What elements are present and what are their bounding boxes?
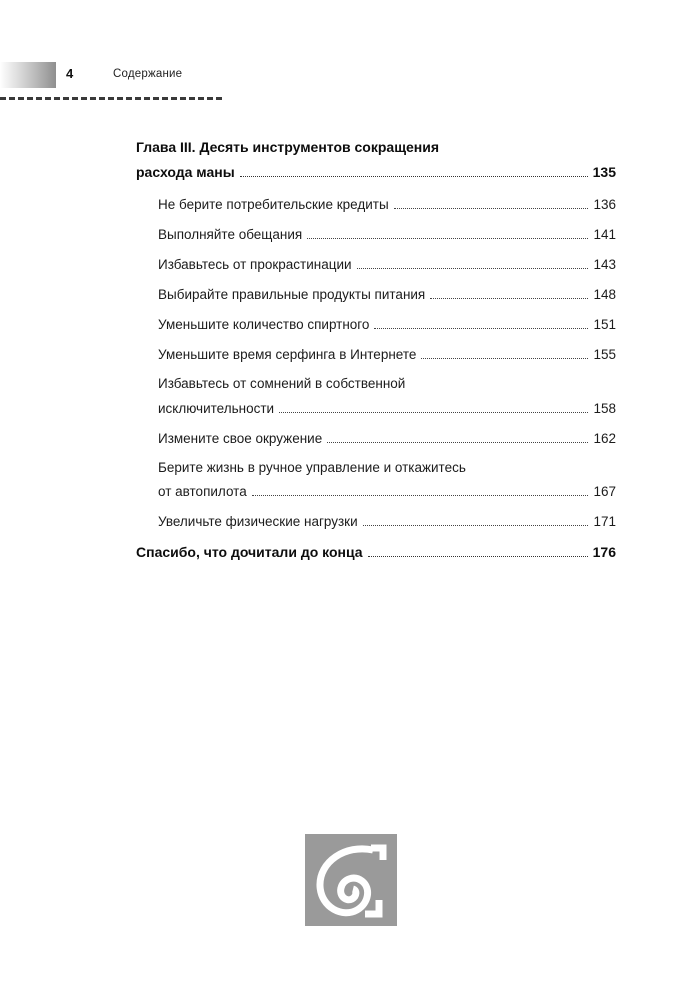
- toc-item-page: 136: [593, 197, 616, 212]
- toc-item-page: 162: [593, 430, 616, 446]
- toc-chapter-line2: расхода маны: [136, 164, 235, 180]
- toc-item-label-line2: от автопилота: [158, 484, 247, 499]
- leader-dots: [327, 441, 588, 443]
- toc-item[interactable]: [136, 257, 616, 273]
- toc-item-label-line2: исключительности: [158, 400, 275, 416]
- toc-item-page: 143: [593, 257, 616, 272]
- leader-dots: [307, 237, 588, 239]
- header-gradient-bar: [0, 62, 56, 88]
- toc-chapter-line1: Глава III. Десять инструментов сокращения: [136, 139, 440, 155]
- leader-dots: [252, 494, 589, 496]
- toc-item[interactable]: [136, 431, 616, 447]
- toc-item-label: Выполняйте обещания: [158, 227, 303, 242]
- toc-item[interactable]: [136, 347, 616, 363]
- toc-item[interactable]: [136, 197, 616, 213]
- toc-item[interactable]: [136, 514, 616, 530]
- scan-edge: [0, 0, 3, 1001]
- toc-item[interactable]: [136, 377, 616, 417]
- toc-item-label-line1: Избавьтесь от сомнений в собственной: [158, 376, 406, 391]
- leader-dots: [368, 555, 588, 557]
- toc-item[interactable]: [136, 461, 616, 501]
- leader-dots: [421, 357, 588, 359]
- toc-item-label: Измените свое окружение: [158, 430, 323, 446]
- page-header: [0, 62, 683, 102]
- toc-item-page: 141: [593, 227, 616, 242]
- leader-dots: [394, 207, 589, 209]
- toc-final-label: Спасибо, что дочитали до конца: [136, 544, 363, 560]
- toc-chapter-page: 135: [592, 164, 616, 180]
- leader-dots: [374, 327, 588, 329]
- toc-item-label: Не берите потребительские кредиты: [158, 197, 389, 212]
- leader-dots: [357, 267, 589, 269]
- header-title: Содержание: [113, 68, 183, 80]
- toc-item[interactable]: [136, 227, 616, 243]
- spiral-snail-logo: [305, 834, 397, 926]
- toc-item-label: Уменьшите время серфинга в Интернете: [158, 347, 417, 362]
- toc-item-page: 167: [593, 484, 616, 499]
- leader-dots: [240, 175, 588, 177]
- toc-final-page: 176: [592, 544, 616, 560]
- toc-item-label: Выбирайте правильные продукты питания: [158, 287, 426, 302]
- toc-item-page: 151: [593, 317, 616, 332]
- leader-dots: [363, 524, 589, 526]
- toc-item-page: 171: [593, 514, 616, 529]
- dashed-rule: [0, 97, 222, 100]
- toc-chapter-entry: [136, 140, 616, 181]
- leader-dots: [279, 411, 588, 413]
- table-of-contents: [136, 140, 616, 561]
- toc-item[interactable]: [136, 317, 616, 333]
- toc-item-page: 158: [593, 400, 616, 416]
- toc-item-label: Увеличьте физические нагрузки: [158, 514, 358, 529]
- toc-final-entry[interactable]: [136, 544, 616, 561]
- toc-item-label: Избавьтесь от прокрастинации: [158, 257, 352, 272]
- page-number: 4: [66, 66, 74, 81]
- toc-item-page: 148: [593, 287, 616, 302]
- toc-item[interactable]: [136, 287, 616, 303]
- toc-item-label-line1: Берите жизнь в ручное управление и откажитесь: [158, 459, 466, 475]
- toc-item-page: 155: [593, 347, 616, 362]
- leader-dots: [430, 297, 588, 299]
- toc-item-label: Уменьшите количество спиртного: [158, 317, 370, 332]
